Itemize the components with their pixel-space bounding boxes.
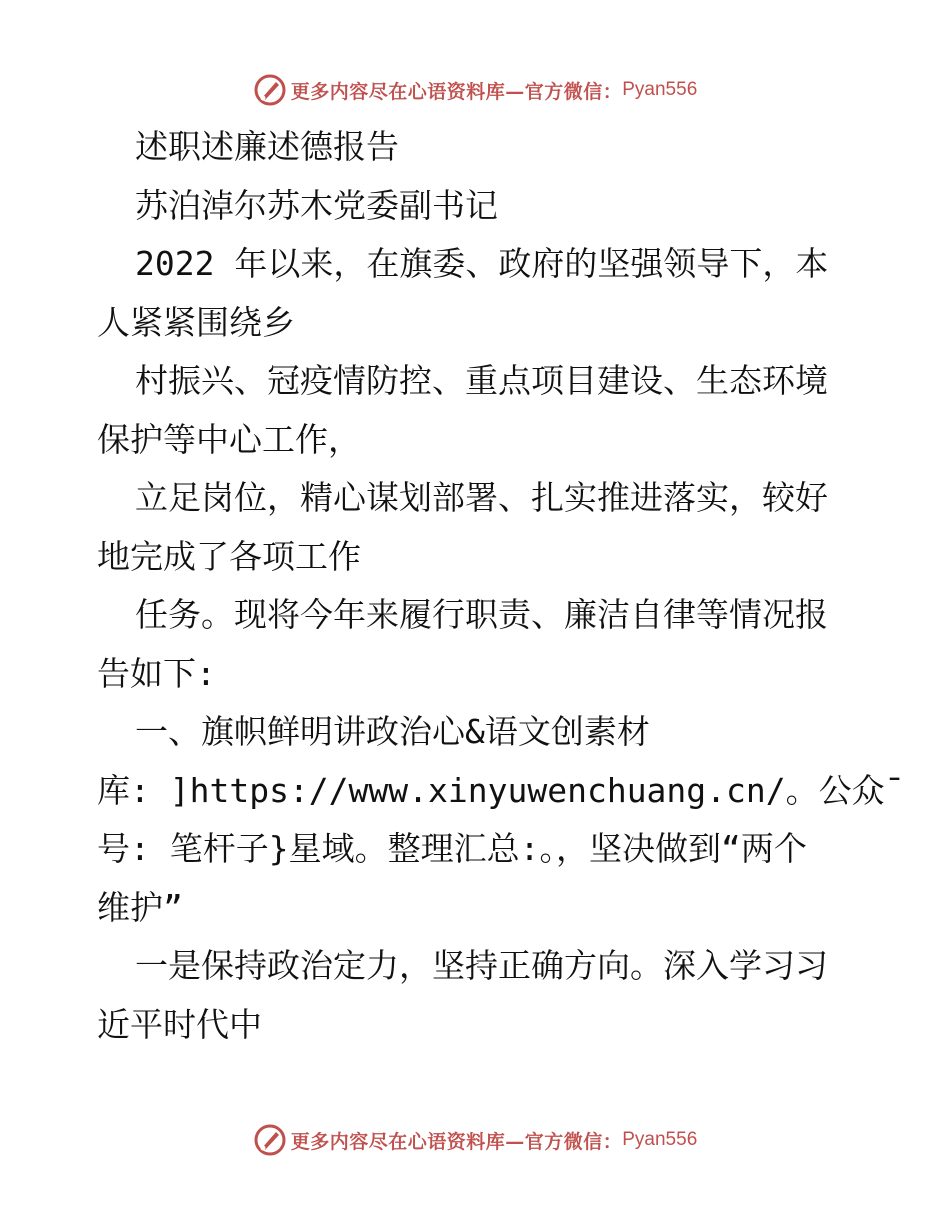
doc-section-heading: 一、旗帜鲜明讲政治心&语文创素材	[135, 712, 650, 751]
pen-logo-icon	[253, 73, 287, 107]
doc-line: 任务。现将今年来履行职责、廉洁自律等情况报	[135, 595, 828, 634]
doc-line: 地完成了各项工作	[97, 536, 361, 576]
doc-title: 述职述廉述德报告	[135, 127, 399, 166]
doc-line: 一是保持政治定力，坚持正确方向。深入学习习	[135, 946, 828, 985]
document-body	[97, 118, 905, 1054]
doc-line: 2022 年以来，在旗委、政府的坚强领导下，本	[135, 244, 829, 283]
doc-author: 苏泊淖尔苏木党委副书记	[135, 185, 498, 225]
doc-line: 保护等中心工作，	[97, 419, 361, 459]
doc-line: 立足岗位，精心谋划部署、扎实推进落实，较好	[135, 478, 828, 517]
watermark-text: 更多内容尽在心语资料库—官方微信：	[290, 1130, 623, 1153]
doc-line: 村振兴、冠疫情防控、重点项目建设、生态环境	[135, 361, 828, 400]
doc-line: 库: ]https://www.xinyuwenchuang.cn/。公众¯	[97, 770, 905, 810]
doc-line: 告如下:	[97, 653, 216, 693]
doc-line: 近平时代中	[97, 1004, 262, 1044]
watermark-wechat-id: Pyan556	[622, 1129, 698, 1150]
doc-line: 号: 笔杆子}星域。整理汇总:。，坚决做到“两个	[97, 829, 807, 868]
doc-line: 人紧紧围绕乡	[97, 302, 295, 342]
doc-line: 维护”	[97, 887, 183, 927]
pen-logo-icon	[253, 1123, 287, 1157]
watermark-wechat-id: Pyan556	[622, 79, 698, 100]
watermark-banner-bottom	[0, 1120, 950, 1160]
watermark-banner-top	[0, 70, 950, 110]
watermark-text: 更多内容尽在心语资料库—官方微信：	[290, 80, 623, 103]
